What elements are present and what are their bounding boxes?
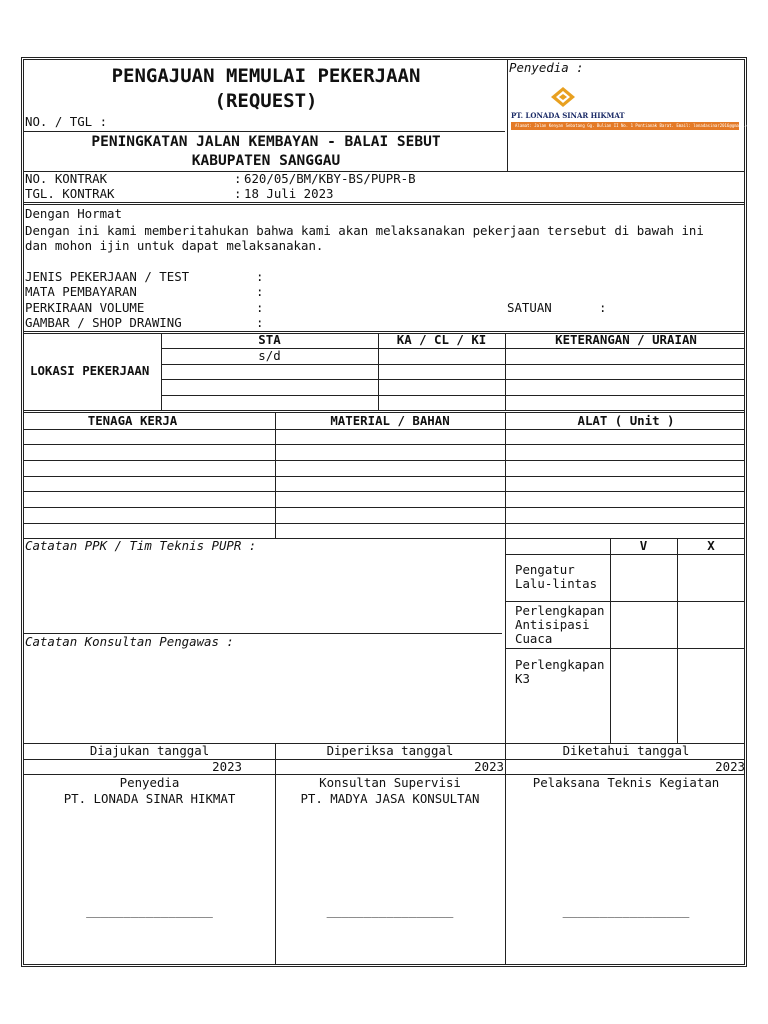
sig1-year: 2023 [212,759,242,774]
checklist-col-line-2 [610,538,611,743]
resources-row-line-3 [24,460,744,461]
sta-sd: s/d [258,348,281,363]
sig2-year: 2023 [474,759,504,774]
contract-no-label: NO. KONTRAK [25,171,108,186]
resources-row-line-2 [24,444,744,445]
penyedia-label: Penyedia : [509,60,584,75]
sig3-year: 2023 [715,759,745,774]
contract-no-value: 620/05/BM/KBY-BS/PUPR-B [244,171,416,186]
location-row-line-2 [161,364,744,365]
field-sep-jenis: : [256,269,264,284]
ppk-notes-label: Catatan PPK / Tim Teknis PUPR : [25,538,257,553]
sig2-company: PT. MADYA JASA KONSULTAN [300,791,480,806]
greeting: Dengan Hormat [25,206,122,221]
resources-row-line-6 [24,507,744,508]
sig1-company: PT. LONADA SINAR HIKMAT [63,791,236,806]
contract-no-sep: : [234,171,242,186]
col-sta: STA [258,332,281,347]
check-col-x: X [707,538,715,553]
company-logo [509,86,754,134]
check-item-k3: Perlengkapan K3 [515,657,605,686]
project-title-line1: PENINGKATAN JALAN KEMBAYAN - BALAI SEBUT [91,134,441,150]
check-item-lalulintas: Pengatur Lalu-lintas [515,562,598,591]
location-row-line-4 [161,395,744,396]
sig2-line: _________________ [326,903,454,918]
sig3-line: _________________ [562,903,690,918]
resources-row-line-1 [24,429,744,430]
field-label-mata: MATA PEMBAYARAN [25,284,137,299]
check-col-v: V [639,538,648,553]
field-sep-volume: : [256,300,264,315]
col-material: MATERIAL / BAHAN [330,413,450,428]
sig3-date-label: Diketahui tanggal [562,743,690,758]
no-tgl-label: NO. / TGL : [25,114,108,129]
sig1-line: _________________ [86,903,213,918]
sig2-date-label: Diperiksa tanggal [326,743,454,758]
contract-date-sep: : [234,186,242,201]
location-label: LOKASI PEKERJAAN [30,363,150,378]
col-tenaga-kerja: TENAGA KERJA [87,413,178,428]
field-label-satuan: SATUAN [507,300,552,315]
field-label-gambar: GAMBAR / SHOP DRAWING [25,315,182,330]
checklist-row-line-3 [505,648,744,649]
logo-address-bar [511,122,754,130]
letter-body-line1: Dengan ini kami memberitahukan bahwa kami akan melaksanakan pekerjaan tersebut di bawah ini [25,223,704,238]
field-sep-satuan: : [599,300,607,315]
form-title-line1: PENGAJUAN MEMULAI PEKERJAAN [111,65,421,87]
sig1-role: Penyedia [119,775,180,790]
check-item-cuaca: Perlengkapan Antisipasi Cuaca [515,603,605,646]
location-row-line-3 [161,379,744,380]
resources-row-line-4 [24,476,744,477]
letter-body-line2: dan mohon ijin untuk dapat melaksanakan. [25,238,324,253]
col-ka-cl-ki: KA / CL / KI [396,332,487,347]
col-keterangan: KETERANGAN / URAIAN [555,332,697,347]
contract-date-label: TGL. KONTRAK [25,186,115,201]
col-alat: ALAT ( Unit ) [577,413,675,428]
contract-date-value: 18 Juli 2023 [244,186,334,201]
form-title-line2: (REQUEST) [214,90,318,112]
checklist-col-line-3 [677,538,678,743]
field-sep-gambar: : [256,315,264,330]
diamond-logo-icon [549,86,577,108]
checklist-col-line-1 [505,538,506,745]
field-sep-mata: : [256,284,264,299]
konsultan-notes-label: Catatan Konsultan Pengawas : [25,634,234,649]
sig2-role: Konsultan Supervisi [319,775,461,790]
field-label-volume: PERKIRAAN VOLUME [25,300,145,315]
letter-top-line [24,202,744,205]
resources-row-line-5 [24,491,744,492]
checklist-row-line-2 [505,601,744,602]
header-line [24,131,505,132]
sig1-date-label: Diajukan tanggal [89,743,210,758]
logo-address: Alamat: Jalan Kenyan Sebatang Gg. Bulian II No. 1 Pontianak Barat. Email: lonadasinar2016@gmail.com [515,123,754,128]
field-label-jenis: JENIS PEKERJAAN / TEST [25,269,190,284]
form-frame [21,57,754,967]
sig3-role: Pelaksana Teknis Kegiatan [532,775,720,790]
project-title-line2: KABUPATEN SANGGAU [191,153,341,169]
resources-row-line-7 [24,523,744,524]
checklist-row-line-1 [505,554,744,555]
logo-company-name: PT. LONADA SINAR HIKMAT [511,111,625,120]
